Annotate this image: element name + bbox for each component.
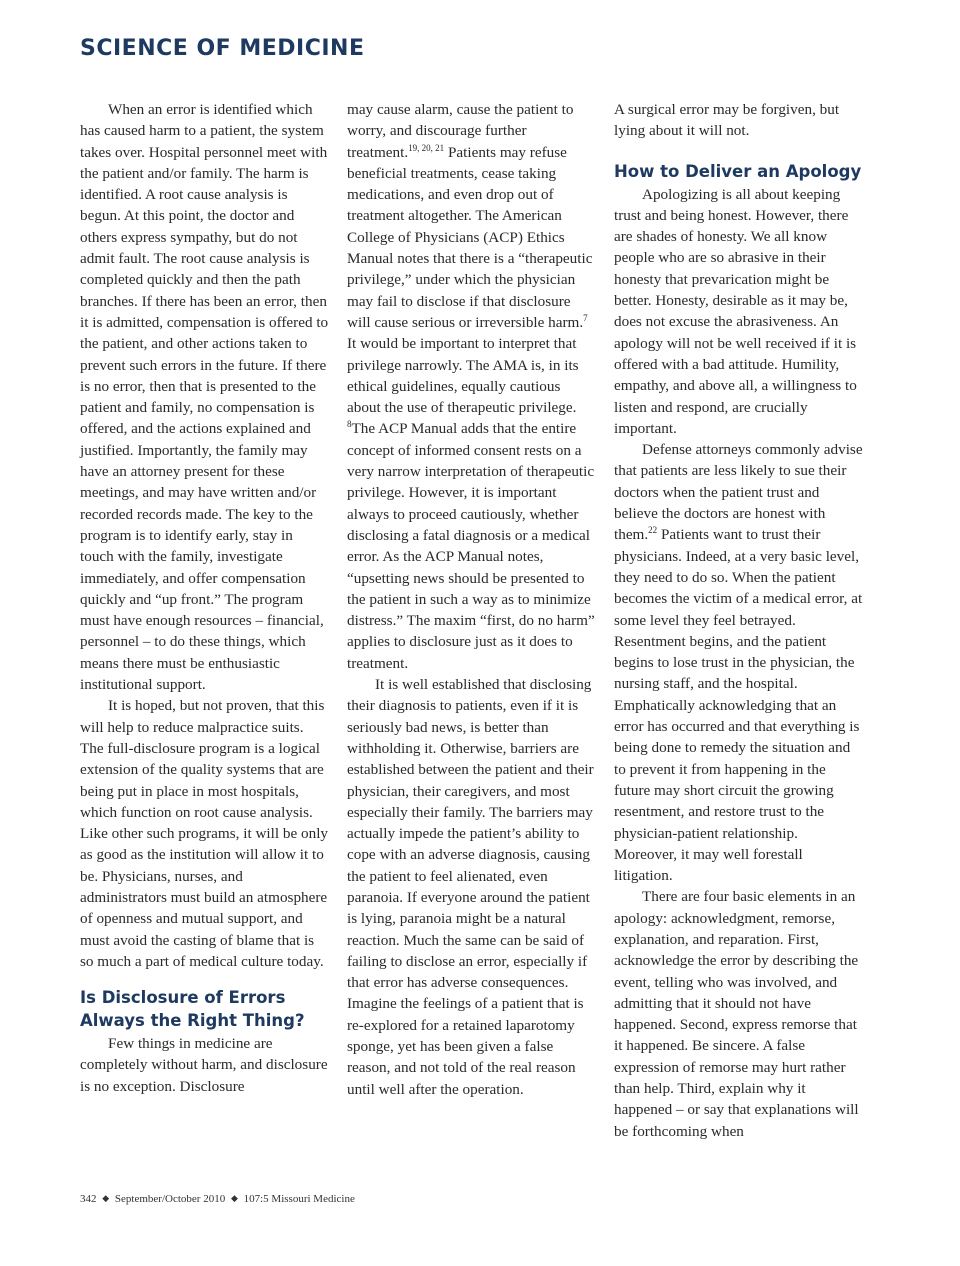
column-3 [614, 99, 864, 1142]
paragraph: A surgical error may be forgiven, but lying about it will not. [614, 101, 840, 140]
text-run: Defense attorneys commonly advise that patients are less likely to sue their doctors when the patient trust and believe the doctors are honest with them. [614, 441, 863, 544]
text-run: Patients want to trust their physicians. Indeed, at a very basic level, they need to do so. When the patient becomes the victim of a medical error, at some level they feel betrayed. Resentment begins, and the patient begins to lose trust in the physician, the nursing staff, and the hospital. Emphatically acknowledging that an error has occurred and that everything is being done to remedy the situation and to prevent it from happening in the future may short circuit the growing resentment, and restore trust to the physician-patient relationship. Moreover, it may well forestall litigation. [614, 526, 863, 885]
paragraph: Apologizing is all about keeping trust and being honest. However, there are shades of honesty. We all know people who are so abrasive in their honesty that prevarication might be better. Honesty, desirable as it may be, does not excuse the abrasiveness. An apology will not be well received if it is offered with a bad attitude. Humility, empathy, and above all, a willingness to listen and respond, are crucially important. [614, 185, 857, 437]
citation-ref: 7 [583, 312, 588, 323]
column-2 [347, 99, 597, 1100]
text-run: The ACP Manual adds that the entire concept of informed consent rests on a very narrow interpretation of therapeutic privilege. However, it is important always to proceed cautiously, whether disclosing a fatal diagnosis or a medical error. As the ACP Manual notes, “upsetting news should be presented to the patient in such a way as to minimize distress.” The maxim “first, do no harm” applies to disclosure just as it does to treatment. [347, 420, 595, 672]
paragraph: Few things in medicine are completely without harm, and disclosure is no exception. Disclosure [80, 1035, 328, 1095]
paragraph: It is well established that disclosing their diagnosis to patients, even if it is seriously bad news, is better than withholding it. Otherwise, barriers are established between the patient and their physician, their caregivers, and most especially their family. The barriers may actually impede the patient’s ability to cope with an adverse diagnosis, causing the patient to feel alienated, even paranoia. If everyone around the patient is lying, paranoia might be a natural reaction. Much the same can be said of failing to disclose an error, especially if that error has adverse consequences. Imagine the feelings of a patient that is re-explored for a retained laparotomy sponge, yet has been given a false reason, and not told of the real reason until well after the operation. [347, 676, 594, 1098]
paragraph: It is hoped, but not proven, that this will help to reduce malpractice suits. The full-disclosure program is a logical extension of the quality systems that are being put in place in most hospitals, which function on root cause analysis. Like other such programs, it will be only as good as the institution will allow it to be. Physicians, nurses, and administrators must build an atmosphere of openness and mutual support, and must avoid the casting of blame that is so much a part of medical culture today. [80, 697, 329, 970]
citation-ref: 22 [648, 525, 658, 536]
page-number: 342 [80, 1193, 97, 1205]
issue-date: September/October 2010 [114, 1193, 226, 1205]
citation-ref: 19, 20, 21 [408, 142, 445, 153]
paragraph [614, 439, 864, 886]
paragraph: There are four basic elements in an apology: acknowledgment, remorse, explanation, and reparation. First, acknowledge the error by describing the event, telling who was involved, and admitting that it should not have happened. Second, express remorse that it happened. Be sincere. A false expression of remorse may hurt rather than help. Third, explain why it happened – or say that explanations will be forthcoming when [614, 888, 859, 1140]
subheading-disclosure: Is Disclosure of Errors Always the Right Thing? [80, 988, 305, 1031]
paragraph: When an error is identified which has caused harm to a patient, the system takes over. Hospital personnel meet with the patient and/or family. The harm is identified. A root cause analysis is begun. At this point, the doctor and others express sympathy, but do not admit fault. The root cause analysis is completed quickly and then the path branches. If there has been an error, then it is admitted, compensation is offered to the patient, and other actions taken to prevent such errors in the future. If there is no error, then that is presented to the patient and family, no compensation is offered, and the actions explained and justified. Importantly, the family may have an attorney present for these meetings, and may have written and/or recorded records made. The key to the program is to identify early, stay in touch with the family, investigate immediately, and offer compensation quickly and “up front.” The program must have enough resources – financial, personnel – to do these things, which means there must be enthusiastic institutional support. [80, 101, 329, 694]
journal-name: 107:5 Missouri Medicine [243, 1193, 355, 1205]
text-run: Patients may refuse beneficial treatments, cease taking medications, and even drop out of treatment altogether. The American College of Physicians (ACP) Ethics Manual notes that there is a “therapeutic privilege,” under which the physician may fail to disclose if that disclosure will cause serious or irreversible harm. [347, 143, 593, 331]
text-run: may cause alarm, cause the patient to worry, and discourage further treatment. [347, 101, 574, 161]
diamond-separator-icon: ◆ [102, 1193, 110, 1203]
citation-ref: 8 [347, 419, 352, 430]
section-title: SCIENCE OF MEDICINE [80, 36, 365, 61]
page-footer [80, 1193, 355, 1205]
diamond-separator-icon: ◆ [230, 1193, 238, 1203]
paragraph [347, 99, 597, 674]
text-run: It would be important to interpret that privilege narrowly. The AMA is, in its ethical guidelines, equally cautious about the use of therapeutic privilege. [347, 335, 579, 417]
column-1 [80, 99, 330, 1097]
subheading-apology: How to Deliver an Apology [614, 161, 862, 181]
